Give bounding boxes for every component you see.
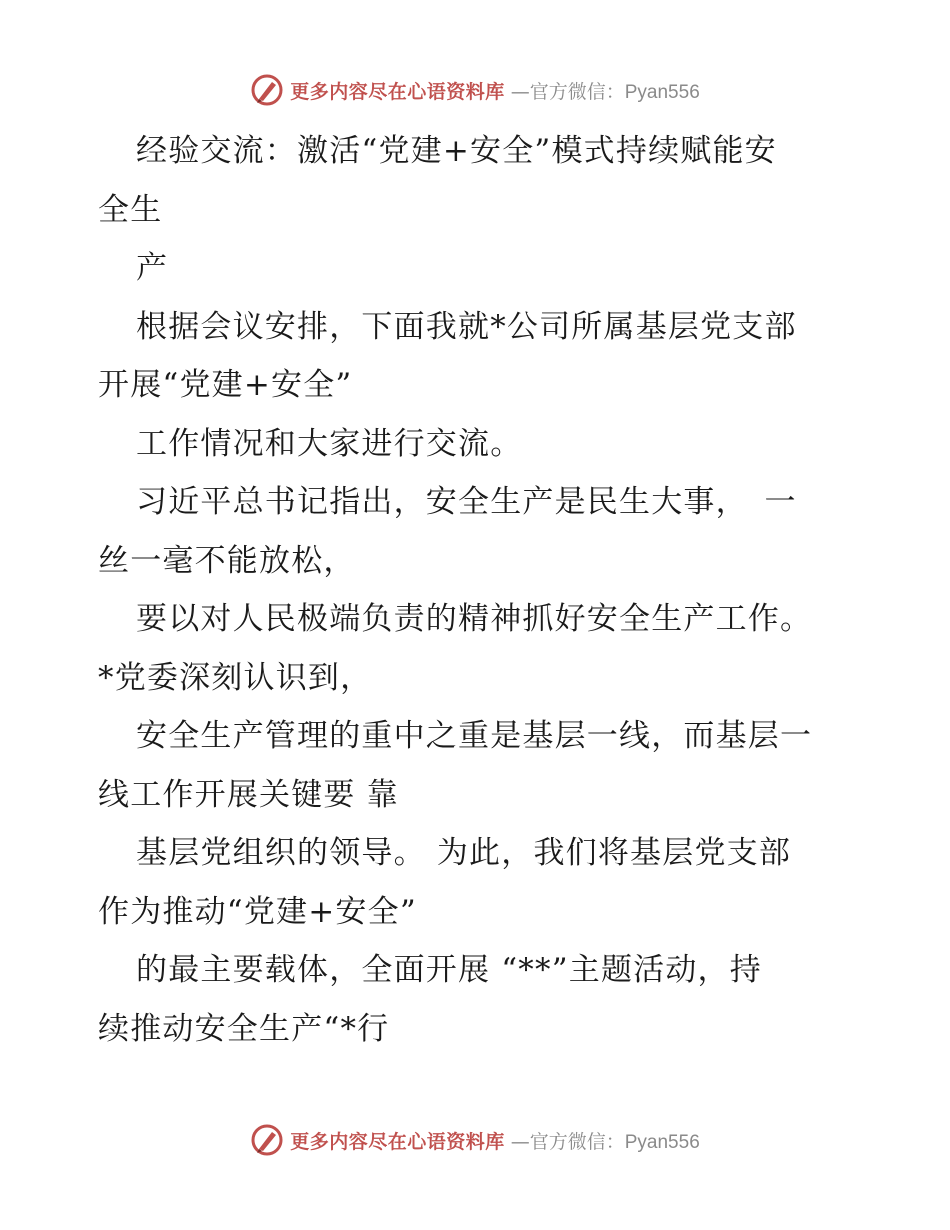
text-line: 要以对人民极端负责的精神抓好安全生产工作。: [136, 601, 813, 637]
watermark-suffix: —官方微信：: [510, 80, 625, 103]
text-line: 丝一毫不能放松，: [98, 542, 356, 579]
text-line: 开展“党建+安全”: [98, 367, 353, 403]
pen-logo-icon: [250, 73, 284, 107]
watermark-contact: [511, 77, 700, 104]
text-line: *党委深刻认识到，: [98, 659, 373, 696]
text-line: 基层党组织的领导。 为此，我们将基层党支部: [136, 835, 792, 871]
pen-logo-icon: [250, 1123, 284, 1157]
text-line: 根据会议安排，下面我就*公司所属基层党支部: [136, 308, 797, 345]
watermark-brand: 更多内容尽在心语资料库: [290, 80, 505, 103]
text-line: 经验交流：激活“党建+安全”模式持续赋能安: [136, 133, 777, 169]
watermark-handle: Pyan556: [624, 1131, 700, 1153]
text-line: 安全生产管理的重中之重是基层一线，而基层一: [136, 718, 813, 754]
watermark-suffix: —官方微信：: [510, 1130, 625, 1153]
watermark-handle: Pyan556: [624, 81, 700, 103]
text-line: 的最主要载体，全面开展 “**”主题活动，持: [136, 952, 762, 988]
watermark-contact: [511, 1127, 700, 1154]
document-body: [98, 122, 858, 1058]
text-line: 作为推动“党建+安全”: [98, 893, 417, 930]
text-line: 习近平总书记指出，安全生产是民生大事， 一: [136, 484, 797, 520]
header-watermark: [0, 70, 950, 110]
text-line: 全生: [98, 191, 163, 228]
text-line: 续推动安全生产“*行: [98, 1010, 390, 1047]
text-line: 工作情况和大家进行交流。: [136, 425, 523, 462]
footer-watermark: [0, 1120, 950, 1160]
text-line: 产: [136, 250, 169, 286]
watermark-brand: 更多内容尽在心语资料库: [290, 1130, 505, 1153]
text-line: 线工作开展关键要 靠: [98, 776, 399, 813]
